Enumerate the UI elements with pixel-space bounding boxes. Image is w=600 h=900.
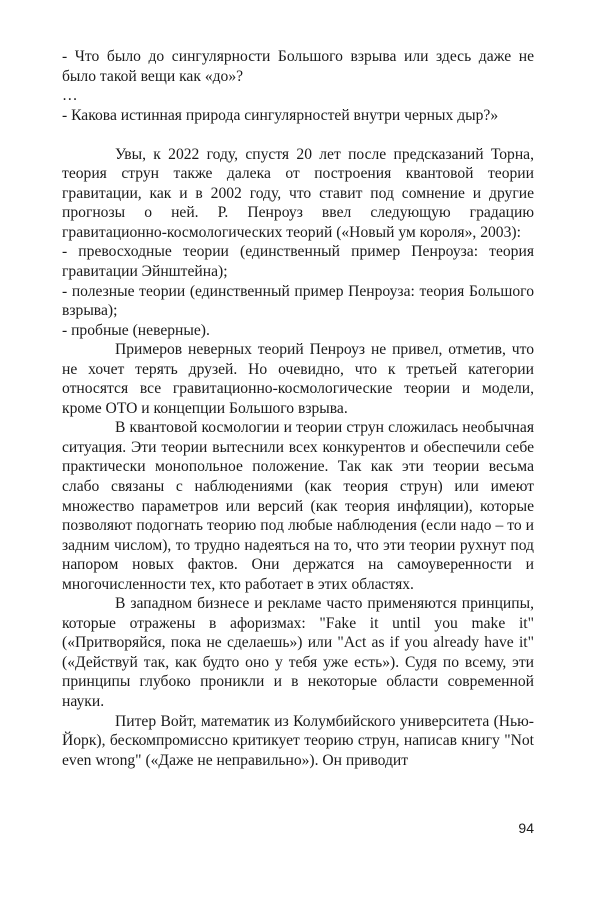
paragraph: В квантовой космологии и теории струн сложилась необычная ситуация. Эти теории вытеснили всех конкурентов и обеспечили себе практически монопольное положение. Так как эти теории весьма слабо связаны с наблюдениями (как теория струн) или имеют множество параметров или версий (как теория инфляции), которые позволяют подогнать теорию под любые наблюдения (если надо – то и задним числом), то трудно надеяться на то, что эти теории рухнут под напором новых фактов. Они держатся на самоуверенности и многочисленности тех, кто работает в этих областях. xyxy=(62,419,534,593)
paragraph-gap xyxy=(62,125,534,145)
paragraph: В западном бизнесе и рекламе часто применяются принципы, которые отражены в афоризмах: "Fake it until you make it" («Притворяйся, пока не сделаешь») или "Act as if you already have it" («Действуй так, как будто оно у тебя уже есть»). Судя по всему, эти принципы глубоко проникли и в некоторые области современной науки. xyxy=(62,595,534,710)
list-item: - пробные (неверные). xyxy=(62,321,210,339)
paragraph: … xyxy=(62,87,78,105)
paragraph: - Какова истинная природа сингулярностей внутри черных дыр?» xyxy=(62,106,499,124)
paragraph: Питер Войт, математик из Колумбийского университета (Нью-Йорк), бескомпромиссно критикует теорию струн, написав книгу "Not even wrong" («Даже не неправильно»). Он приводит xyxy=(62,712,534,769)
paragraph: - Что было до сингулярности Большого взрыва или здесь даже не было такой вещи как «до»? xyxy=(62,48,534,85)
page-number: 94 xyxy=(518,820,534,836)
paragraph: Примеров неверных теорий Пенроуз не привел, отметив, что не хочет терять друзей. Но очевидно, что к третьей категории относятся все гравитационно-космологические теории и модели, кроме ОТО и концепции Большого взрыва. xyxy=(62,341,534,417)
paragraph: Увы, к 2022 году, спустя 20 лет после предсказаний Торна, теория струн также далека от построения квантовой теории гравитации, как и в 2002 году, что ставит под сомнение и другие прогнозы о ней. Р. Пенроуз ввел следующую градацию гравитационно-космологических теорий («Новый ум короля», 2003): xyxy=(62,145,534,241)
body-text xyxy=(62,47,534,770)
list-item: - превосходные теории (единственный пример Пенроуза: теория гравитации Эйнштейна); xyxy=(62,243,534,280)
list-item: - полезные теории (единственный пример Пенроуза: теория Большого взрыва); xyxy=(62,282,534,320)
